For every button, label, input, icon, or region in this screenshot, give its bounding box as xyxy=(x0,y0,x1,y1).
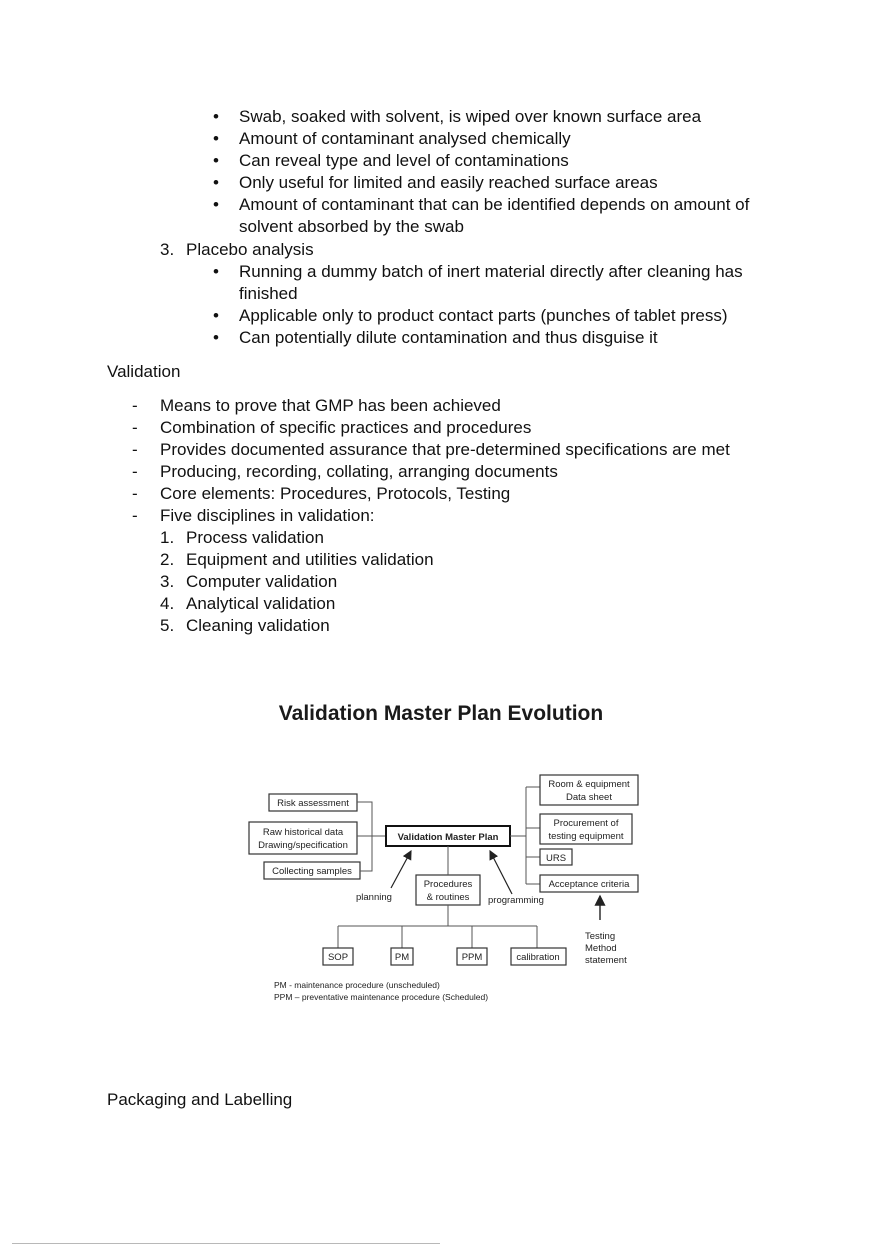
raw-historical-data-label: Raw historical data xyxy=(262,827,344,838)
pm-note: PM - maintenance procedure (unscheduled) xyxy=(274,980,440,990)
calibration-label: calibration xyxy=(516,952,560,963)
validation-point: Means to prove that GMP has been achieved xyxy=(160,396,501,415)
placebo-bullet: Can potentially dilute contamination and thus disguise it xyxy=(239,328,658,347)
dash-marker: - xyxy=(132,396,138,415)
routines-label: & routines xyxy=(426,892,470,903)
discipline-item: Cleaning validation xyxy=(186,616,330,635)
discipline-item: Process validation xyxy=(186,528,324,547)
ppm-label: PPM xyxy=(461,952,483,963)
right-connector xyxy=(510,787,540,884)
risk-assessment-label: Risk assessment xyxy=(277,798,349,809)
discipline-item: Equipment and utilities validation xyxy=(186,550,434,569)
programming-arrow xyxy=(490,851,512,894)
testing-equipment-label: testing equipment xyxy=(548,831,624,842)
validation-point: Combination of specific practices and procedures xyxy=(160,418,532,437)
bullet-marker: • xyxy=(213,107,219,126)
planning-label: planning xyxy=(356,892,392,903)
method-label: Method xyxy=(585,943,617,954)
swab-bullet: Amount of contaminant that can be identified depends on amount of xyxy=(239,195,750,214)
urs-label: URS xyxy=(545,853,567,864)
footer-rule xyxy=(12,1243,440,1244)
placebo-heading: Placebo analysis xyxy=(186,240,314,259)
list-number: 3. xyxy=(160,240,175,259)
list-number: 1. xyxy=(160,528,175,547)
validation-point: Producing, recording, collating, arranging documents xyxy=(160,462,558,481)
swab-bullet: Amount of contaminant analysed chemically xyxy=(239,129,571,148)
dash-marker: - xyxy=(132,484,138,503)
list-number: 4. xyxy=(160,594,175,613)
section-heading: Packaging and Labelling xyxy=(107,1090,293,1109)
left-connector xyxy=(357,802,386,871)
acceptance-criteria-label: Acceptance criteria xyxy=(548,879,630,890)
programming-label: programming xyxy=(488,895,544,906)
validation-point: Core elements: Procedures, Protocols, Testing xyxy=(160,484,511,503)
swab-bullet: Can reveal type and level of contaminations xyxy=(239,151,569,170)
bullet-marker: • xyxy=(213,262,219,281)
list-number: 3. xyxy=(160,572,175,591)
dash-marker: - xyxy=(132,418,138,437)
bottom-tree-connector xyxy=(338,905,537,948)
procedures-label: Procedures xyxy=(423,879,473,890)
room-equipment-label: Room & equipment xyxy=(548,779,630,790)
dash-marker: - xyxy=(132,440,138,459)
bullet-marker: • xyxy=(213,195,219,214)
placebo-bullet-continued: finished xyxy=(239,284,298,303)
ppm-note: PPM – preventative maintenance procedure (Scheduled) xyxy=(274,992,489,1002)
validation-point: Provides documented assurance that pre-determined specifications are met xyxy=(160,440,730,459)
data-sheet-label: Data sheet xyxy=(566,792,612,803)
diagram-svg xyxy=(246,690,646,1010)
planning-arrow xyxy=(391,851,411,888)
validation-point: Five disciplines in validation: xyxy=(160,506,375,525)
swab-bullet: Only useful for limited and easily reached surface areas xyxy=(239,173,658,192)
bullet-marker: • xyxy=(213,151,219,170)
sop-label: SOP xyxy=(327,952,349,963)
validation-master-plan-figure xyxy=(246,690,646,1010)
swab-bullet-continued: solvent absorbed by the swab xyxy=(239,217,464,236)
bullet-marker: • xyxy=(213,129,219,148)
placebo-bullet: Applicable only to product contact parts (punches of tablet press) xyxy=(239,306,728,325)
statement-label: statement xyxy=(585,955,627,966)
pm-label: PM xyxy=(394,952,410,963)
discipline-item: Computer validation xyxy=(186,572,338,591)
swab-bullet: Swab, soaked with solvent, is wiped over known surface area xyxy=(239,107,702,126)
placebo-bullet: Running a dummy batch of inert material directly after cleaning has xyxy=(239,262,743,281)
validation-master-plan-label: Validation Master Plan xyxy=(397,832,499,843)
dash-marker: - xyxy=(132,506,138,525)
section-heading: Validation xyxy=(107,362,181,381)
testing-label: Testing xyxy=(585,931,616,942)
discipline-item: Analytical validation xyxy=(186,594,336,613)
collecting-samples-label: Collecting samples xyxy=(272,866,352,877)
bullet-marker: • xyxy=(213,173,219,192)
list-number: 5. xyxy=(160,616,175,635)
procurement-label: Procurement of xyxy=(553,818,619,829)
list-number: 2. xyxy=(160,550,175,569)
bullet-marker: • xyxy=(213,328,219,347)
diagram-title: Validation Master Plan Evolution xyxy=(278,702,604,725)
bullet-marker: • xyxy=(213,306,219,325)
dash-marker: - xyxy=(132,462,138,481)
drawing-specification-label: Drawing/specification xyxy=(258,840,348,851)
